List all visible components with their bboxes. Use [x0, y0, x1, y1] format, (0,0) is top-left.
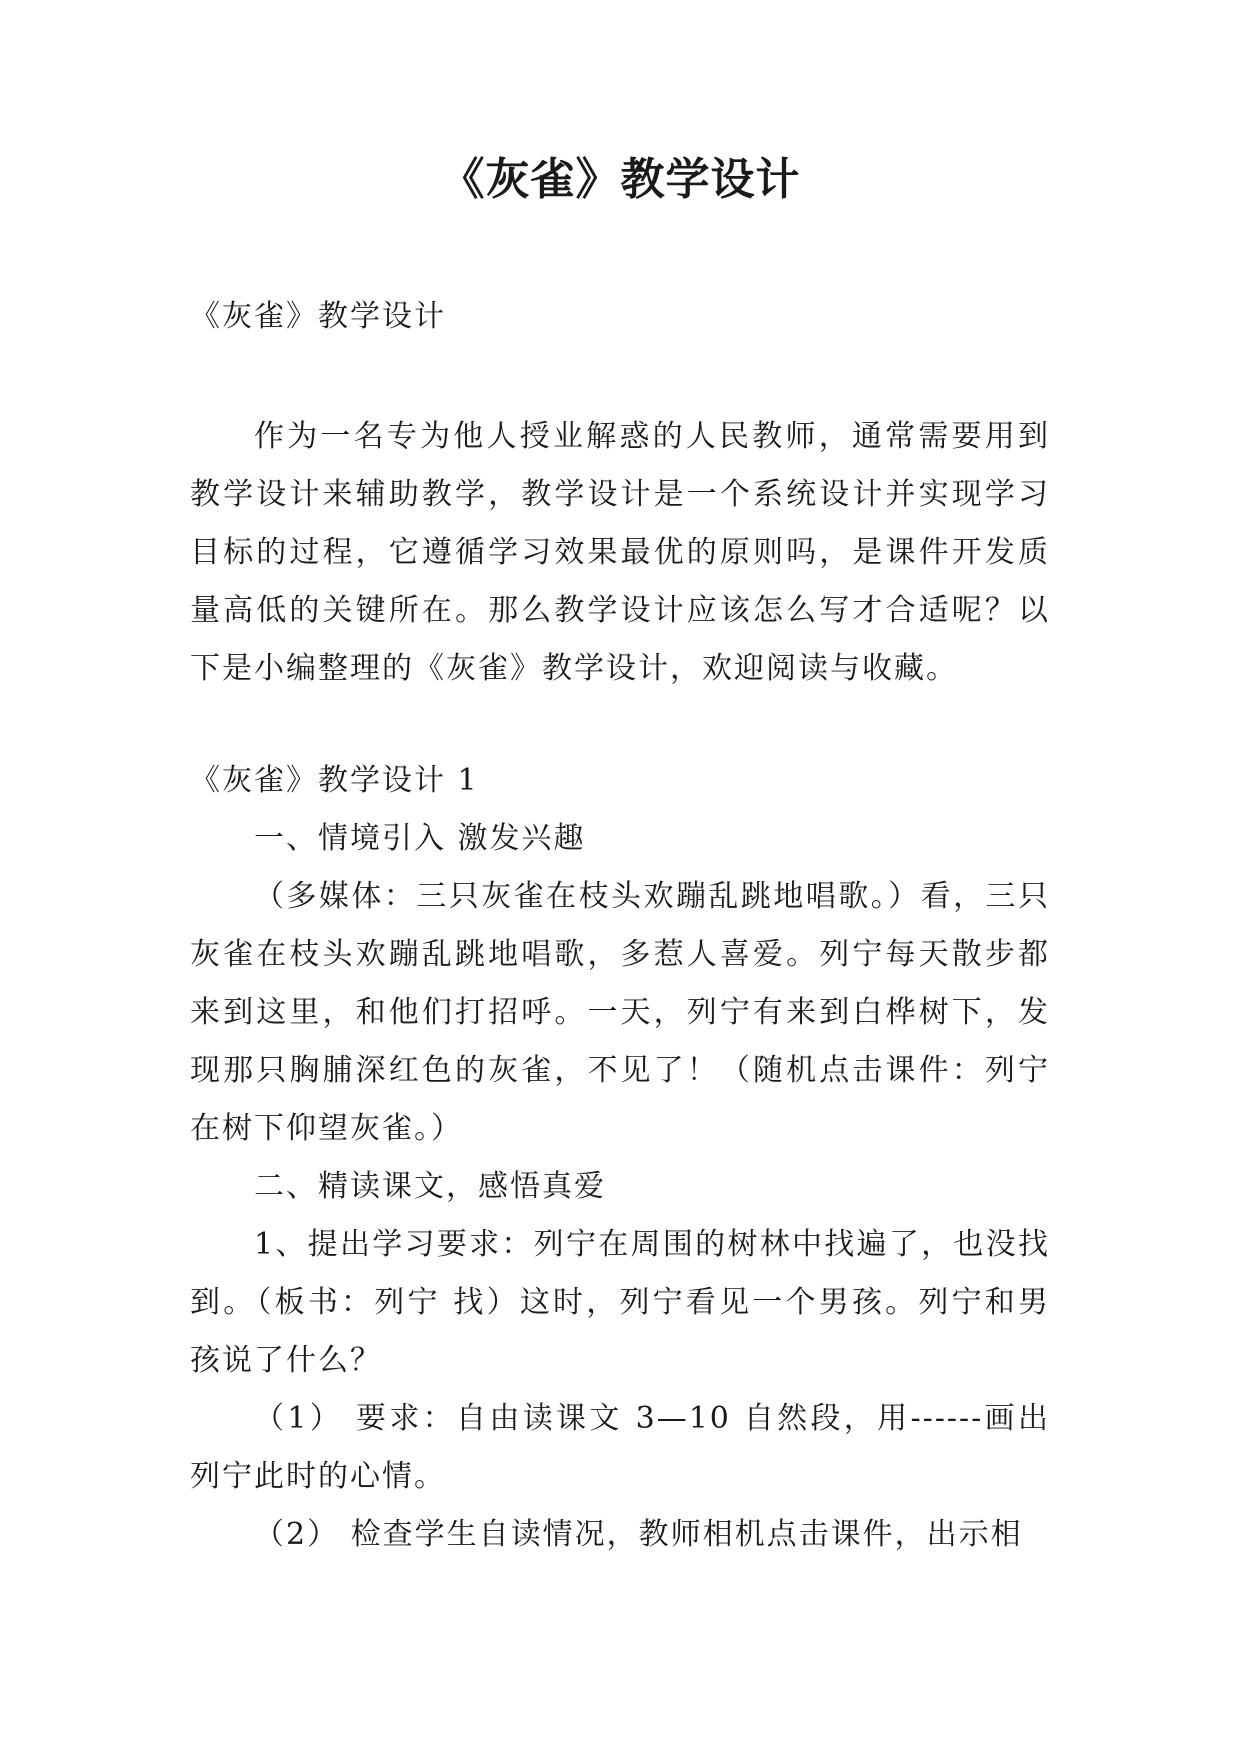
part-2-heading: 二、精读课文，感悟真爱 [254, 1169, 606, 1204]
section-1-heading: 《灰雀》教学设计 1 [190, 763, 479, 798]
document-title: 《灰雀》教学设计 [440, 154, 801, 205]
item-1-text: 1、提出学习要求：列宁在周围的树林中找遍了，也没找到。（板书：列宁 找）这时，列宁看见一个男孩。列宁和男孩说了什么？ [190, 1227, 1050, 1378]
intro-paragraph [190, 408, 1050, 698]
section-1 [190, 752, 1050, 1564]
sub-item-2-text: （2） 检查学生自读情况，教师相机点击课件，出示相 [254, 1517, 1023, 1552]
document-subtitle: 《灰雀》教学设计 [190, 299, 446, 334]
sub-item-1-text: （1） 要求：自由读课文 3—10 自然段，用------画出列宁此时的心情。 [190, 1401, 1050, 1494]
intro-text: 作为一名专为他人授业解惑的人民教师，通常需要用到教学设计来辅助教学，教学设计是一个系统设计并实现学习目标的过程，它遵循学习效果最优的原则吗，是课件开发质量高低的关键所在。那么教学设计应该怎么写才合适呢？以下是小编整理的《灰雀》教学设计，欢迎阅读与收藏。 [190, 419, 1050, 686]
part-1-heading: 一、情境引入 激发兴趣 [254, 821, 586, 856]
part-1-text: （多媒体：三只灰雀在枝头欢蹦乱跳地唱歌。）看，三只灰雀在枝头欢蹦乱跳地唱歌，多惹人喜爱。列宁每天散步都来到这里，和他们打招呼。一天，列宁有来到白桦树下，发现那只胸脯深红色的灰雀，不见了！（随机点击课件：列宁在树下仰望灰雀。） [190, 879, 1050, 1146]
